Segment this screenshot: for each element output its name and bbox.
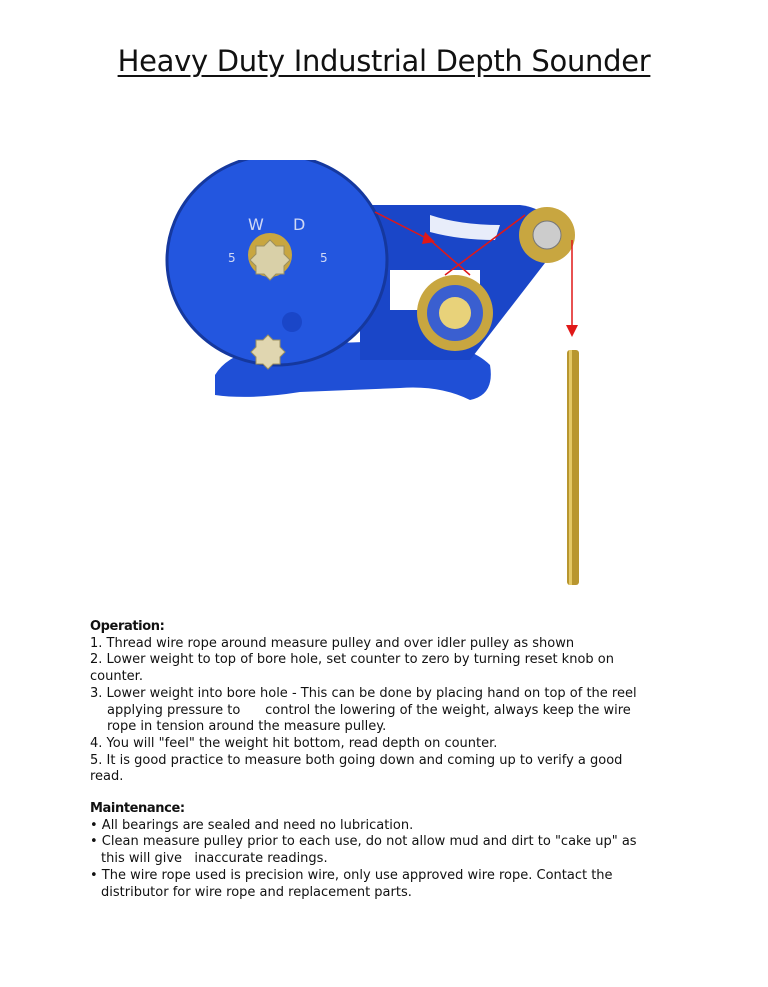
operation-section [90, 619, 637, 786]
maintenance-line: this will give inaccurate readings. [101, 851, 328, 867]
operation-line: read. [90, 769, 124, 785]
operation-line: 4. You will "feel" the weight hit bottom, read depth on counter. [90, 735, 498, 751]
maintenance-line: • Clean measure pulley prior to each use, do not allow mud and dirt to "cake up" as [90, 834, 637, 850]
operation-line: counter. [90, 669, 143, 685]
sounding-weight [567, 350, 579, 585]
brake-knob [251, 335, 285, 369]
reel-label-w: W [248, 215, 264, 234]
operation-line: 2. Lower weight to top of bore hole, set counter to zero by turning reset knob on [90, 652, 614, 668]
measure-pulley-hub [439, 297, 471, 329]
reel-label-5-left: 5 [228, 251, 236, 265]
maintenance-line: • All bearings are sealed and need no lubrication. [90, 817, 414, 833]
maintenance-line: • The wire rope used is precision wire, only use approved wire rope. Contact the [90, 867, 613, 883]
idler-pulley-bolt [533, 221, 561, 249]
brake-knob-mount [282, 312, 302, 332]
page-title: Heavy Duty Industrial Depth Sounder [117, 44, 651, 78]
maintenance-heading: Maintenance: [90, 801, 185, 816]
maintenance-section [90, 801, 637, 901]
operation-line: 3. Lower weight into bore hole - This can be done by placing hand on top of the reel [90, 685, 637, 701]
sounding-weight-highlight [569, 350, 572, 585]
operation-heading: Operation: [90, 619, 165, 634]
reel-label-d: D [293, 215, 306, 234]
reel-knob [250, 240, 290, 280]
maintenance-line: distributor for wire rope and replacement parts. [101, 884, 412, 900]
reel-label-5-right: 5 [320, 251, 328, 265]
operation-line: rope in tension around the measure pulley. [107, 719, 387, 735]
operation-line: 1. Thread wire rope around measure pulley and over idler pulley as shown [90, 635, 575, 651]
operation-line: applying pressure to control the lowering of the weight, always keep the wire [107, 702, 631, 718]
arrow-down-icon [566, 325, 578, 337]
depth-sounder-photo [160, 160, 600, 590]
operation-line: 5. It is good practice to measure both going down and coming up to verify a good [90, 752, 623, 768]
